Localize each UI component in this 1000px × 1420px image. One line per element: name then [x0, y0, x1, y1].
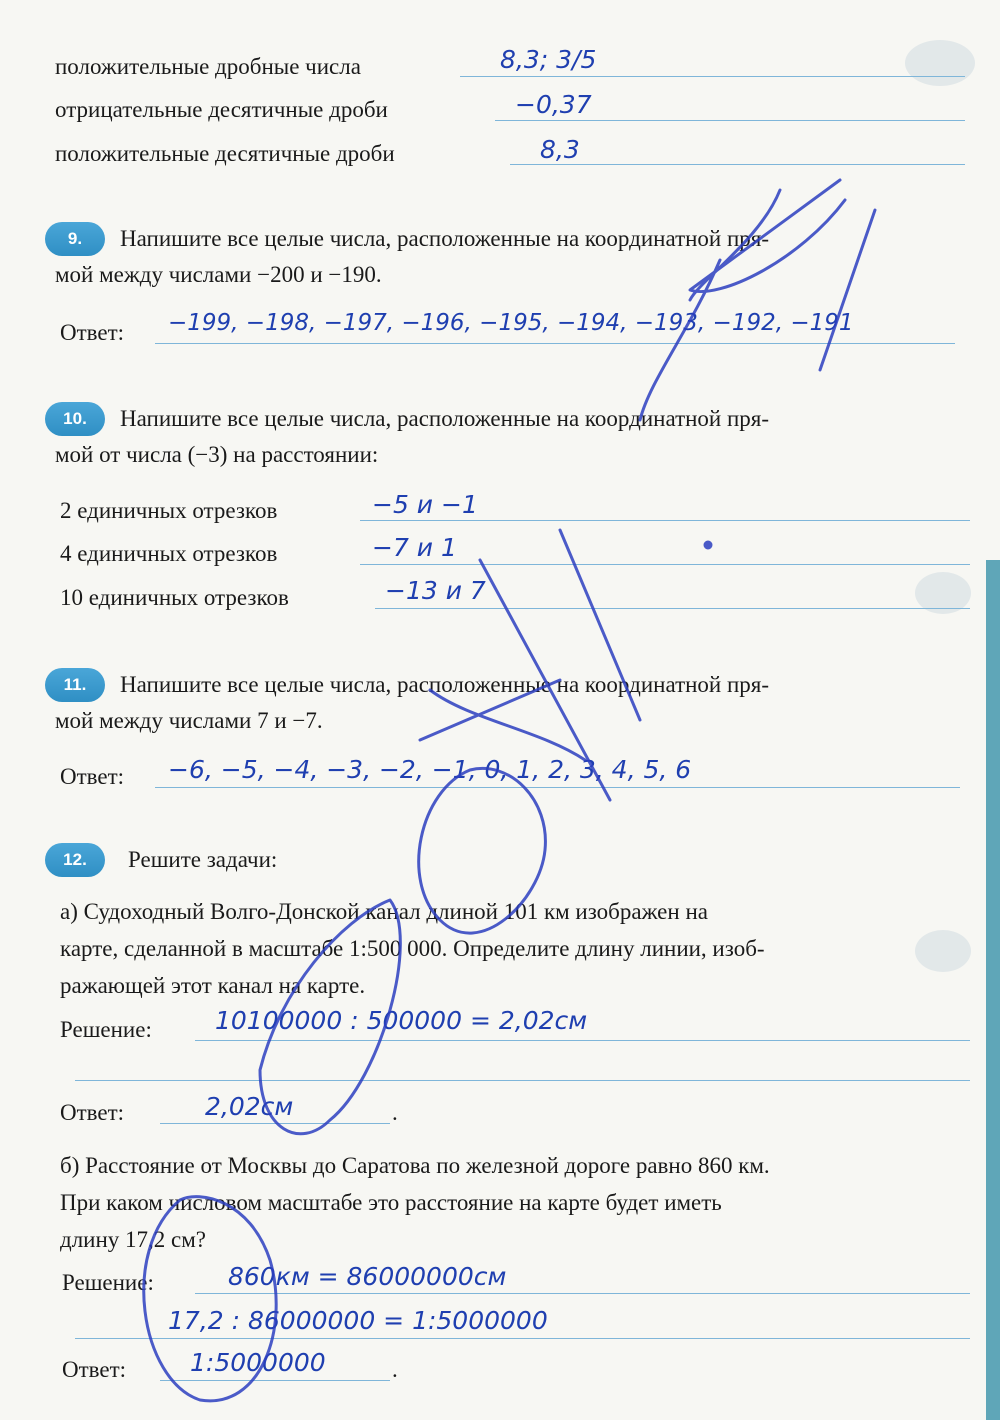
task-text: Напишите все целые числа, расположенные на координатной пря- — [120, 226, 770, 251]
distance-label: 4 единичных отрезков — [60, 541, 278, 566]
scribble-stroke — [480, 530, 640, 800]
problem-a-text: ражающей этот канал на карте. — [60, 973, 366, 998]
answer-label: Ответ: — [60, 1100, 125, 1125]
scribble-stroke — [419, 768, 546, 933]
prev-item-answer: 8,3 — [540, 135, 580, 164]
problem-b-text: б) Расстояние от Москвы до Саратова по железной дороге равно 860 км. — [60, 1153, 770, 1178]
problem-b-text: длину 17,2 см? — [60, 1227, 207, 1252]
solution-label: Решение: — [60, 1017, 152, 1042]
answer-label: Ответ: — [60, 320, 125, 345]
problem-b-answer: 1:5000000 — [190, 1348, 326, 1377]
task-text: Напишите все целые числа, расположенные на координатной пря- — [120, 406, 770, 431]
answer-label: Ответ: — [62, 1357, 127, 1382]
problem-b-solution-line2: 17,2 : 86000000 = 1:5000000 — [168, 1306, 548, 1335]
task-text: мой от числа (−3) на расстоянии: — [55, 442, 379, 467]
task9-answer: −199, −198, −197, −196, −195, −194, −193, −192, −191 — [168, 310, 854, 336]
task-number-badge: 11. — [45, 668, 105, 702]
scribble-stroke — [690, 180, 875, 370]
answer-period: . — [392, 1357, 398, 1382]
task-text: мой между числами 7 и −7. — [55, 708, 323, 733]
task-number-badge: 9. — [45, 222, 105, 256]
distance-label: 2 единичных отрезков — [60, 498, 278, 523]
distance-answer: −13 и 7 — [385, 576, 486, 605]
prev-item-label: отрицательные десятичные дроби — [55, 97, 388, 122]
distance-answer: −7 и 1 — [372, 533, 457, 562]
problem-a-text: карте, сделанной в масштабе 1:500 000. Определите длину линии, изоб- — [60, 936, 765, 961]
prev-item-answer: 8,3; 3/5 — [500, 45, 597, 74]
problem-a-answer: 2,02см — [205, 1092, 294, 1121]
prev-item-label: положительные дробные числа — [55, 54, 361, 79]
task-text: мой между числами −200 и −190. — [55, 262, 382, 287]
answer-label: Ответ: — [60, 764, 125, 789]
scribble-stroke — [420, 680, 585, 760]
problem-a-text: а) Судоходный Волго-Донской канал длиной 101 км изображен на — [60, 899, 708, 924]
task11-answer: −6, −5, −4, −3, −2, −1, 0, 1, 2, 3, 4, 5, 6 — [168, 755, 692, 784]
task-heading: Решите задачи: — [128, 847, 278, 872]
scribble-stroke — [640, 190, 780, 420]
distance-label: 10 единичных отрезков — [60, 585, 289, 610]
problem-b-solution-line1: 860км = 86000000см — [228, 1262, 507, 1291]
problem-a-solution: 10100000 : 500000 = 2,02см — [215, 1006, 588, 1035]
task-number-badge: 12. — [45, 843, 105, 877]
prev-item-answer: −0,37 — [515, 90, 592, 119]
task-number-badge: 10. — [45, 402, 105, 436]
distance-answer: −5 и −1 — [372, 490, 478, 519]
solution-label: Решение: — [62, 1270, 154, 1295]
task-text: Напишите все целые числа, расположенные на координатной пря- — [120, 672, 770, 697]
problem-b-text: При каком числовом масштабе это расстояние на карте будет иметь — [60, 1190, 722, 1215]
answer-period: . — [392, 1100, 398, 1125]
scribble-stroke — [260, 900, 400, 1134]
scribble-stroke — [144, 1197, 276, 1401]
scribble-dot — [705, 542, 711, 548]
prev-item-label: положительные десятичные дроби — [55, 141, 395, 166]
